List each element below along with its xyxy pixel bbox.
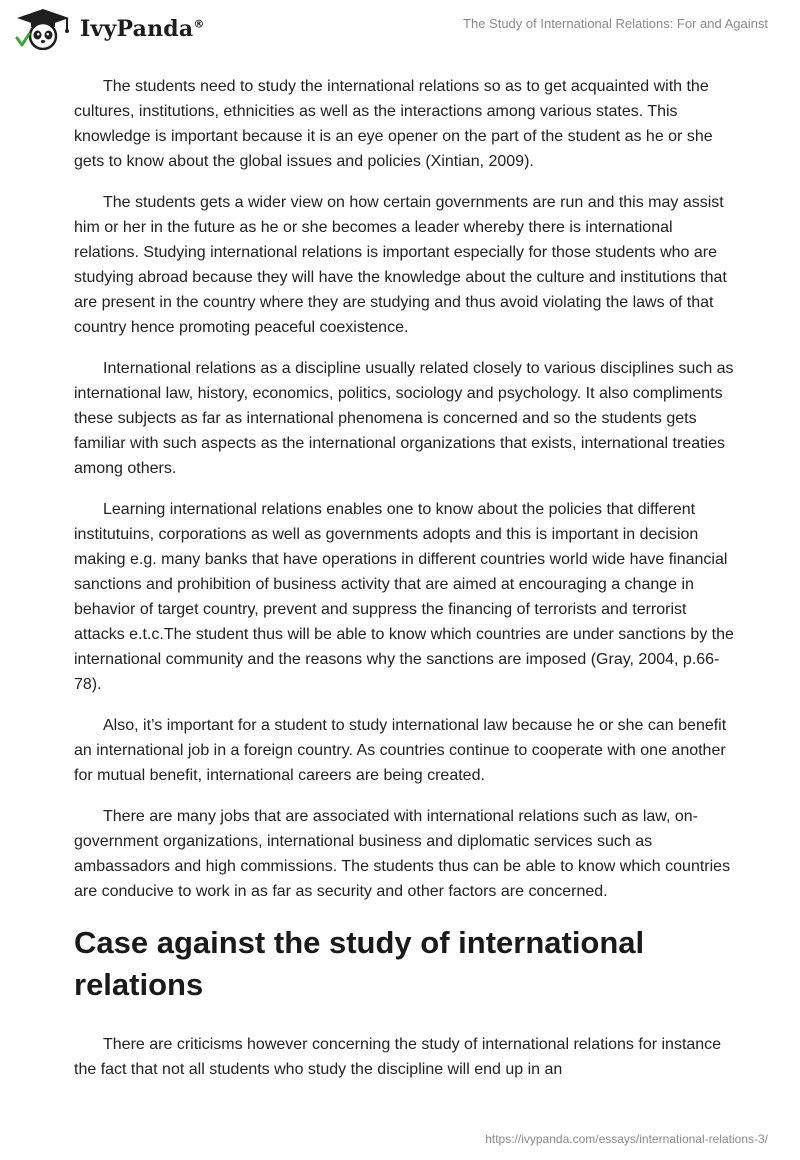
source-url[interactable]: https://ivypanda.com/essays/international-relations-3/	[485, 1132, 768, 1146]
panda-graduate-icon	[14, 8, 72, 50]
paragraph: There are criticisms however concerning the study of international relations for instance the fact that not all students who study the discipline will end up in an	[74, 1036, 722, 1078]
document-title: The Study of International Relations: For and Against	[463, 16, 768, 31]
essay-content	[74, 74, 734, 1098]
paragraph: The students need to study the international relations so as to get acquainted with the cultures, institutions, ethnicities as well as the interactions among various states. This knowledge is important because it is an eye opener on the part of the student as he or she gets to know about the global issues and policies (Xintian, 2009).	[74, 78, 713, 170]
paragraph: There are many jobs that are associated with international relations such as law, on-government organizations, international business and diplomatic services such as ambassadors and high commissions. The students thus can be able to know which countries are conducive to work in as far as security and other factors are concerned.	[74, 808, 731, 900]
paragraph: International relations as a discipline usually related closely to various disciplines such as international law, history, economics, politics, sociology and psychology. It also compliments these subjects as far as international phenomena is concerned and so the students gets familiar with such aspects as the international organizations that exists, international treaties among others.	[74, 360, 734, 477]
paragraph: Learning international relations enables one to know about the policies that different institutuins, corporations as well as governments adopts and this is important in decision making e.g. many banks that have operations in different countries world wide have financial sanctions and prohibition of business activity that are aimed at encouraging a change in behavior of target country, prevent and suppress the financing of terrorists and terrorist attacks e.t.c.The student thus will be able to know which countries are under sanctions by the international community and the reasons why the sanctions are imposed (Gray, 2004, p.66-78).	[74, 501, 734, 693]
paragraph: The students gets a wider view on how certain governments are run and this may assist him or her in the future as he or she becomes a leader whereby there is international relations. Studying international relations is important especially for those students who are studying abroad because they will have the knowledge about the culture and institutions that are present in the country where they are studying and thus avoid violating the laws of that country hence promoting peaceful coexistence.	[74, 194, 727, 336]
brand-name: IvyPanda®	[80, 16, 205, 42]
page-header	[0, 0, 800, 60]
registered-mark: ®	[193, 17, 205, 31]
paragraph: Also, it’s important for a student to study international law because he or she can benefit an international job in a foreign country. As countries continue to cooperate with one another for mutual benefit, international careers are being created.	[74, 717, 727, 784]
section-heading: Case against the study of international relations	[74, 925, 645, 1002]
brand-logo[interactable]	[14, 8, 205, 50]
